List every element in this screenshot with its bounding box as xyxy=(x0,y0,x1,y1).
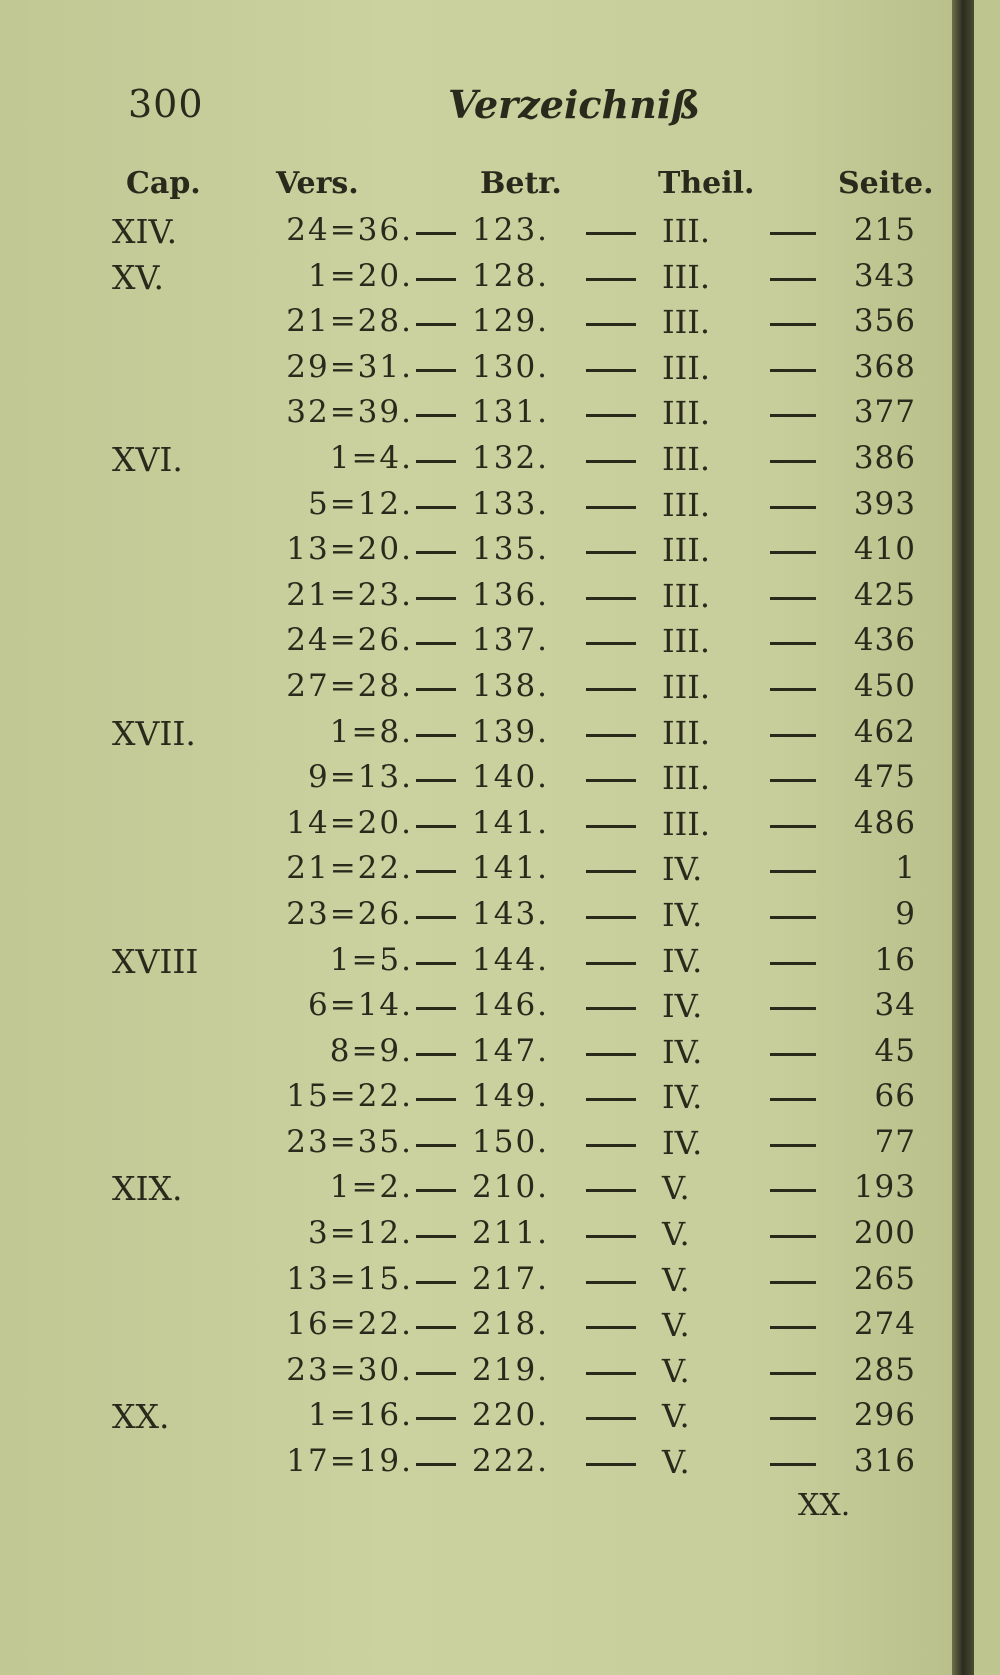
em-dash-separator xyxy=(416,460,456,463)
betr-cell: 135. xyxy=(472,531,550,568)
em-dash-separator xyxy=(586,1098,636,1101)
em-dash-separator xyxy=(770,734,816,737)
table-row xyxy=(0,531,968,577)
table-row xyxy=(0,668,968,714)
em-dash-separator xyxy=(416,1417,456,1420)
table-row xyxy=(0,622,968,668)
em-dash-separator xyxy=(586,278,636,281)
em-dash-separator xyxy=(416,597,456,600)
seite-cell: 274 xyxy=(853,1306,916,1343)
theil-cell: V. xyxy=(662,1169,690,1208)
vers-cell: 29=31. xyxy=(286,348,413,385)
em-dash-separator xyxy=(586,1189,636,1192)
em-dash-separator xyxy=(416,642,456,645)
em-dash-separator xyxy=(416,1189,456,1192)
theil-cell: V. xyxy=(662,1306,690,1345)
seite-cell: 1 xyxy=(895,850,916,887)
betr-cell: 219. xyxy=(472,1351,550,1388)
em-dash-separator xyxy=(586,688,636,691)
vers-cell: 14=20. xyxy=(286,804,413,841)
seite-cell: 265 xyxy=(853,1260,916,1297)
em-dash-separator xyxy=(770,962,816,965)
em-dash-separator xyxy=(770,278,816,281)
em-dash-separator xyxy=(770,1372,816,1375)
cap-cell: XVII. xyxy=(112,713,196,753)
table-row xyxy=(0,258,968,304)
em-dash-separator xyxy=(416,1144,456,1147)
em-dash-separator xyxy=(586,1463,636,1466)
em-dash-separator xyxy=(416,1053,456,1056)
em-dash-separator xyxy=(586,779,636,782)
column-headers xyxy=(0,166,968,206)
table-row xyxy=(0,1078,968,1124)
betr-cell: 140. xyxy=(472,759,550,796)
column-header-cap: Cap. xyxy=(126,166,201,201)
em-dash-separator xyxy=(770,870,816,873)
em-dash-separator xyxy=(416,1326,456,1329)
table-row xyxy=(0,349,968,395)
table-row xyxy=(0,805,968,851)
em-dash-separator xyxy=(416,278,456,281)
seite-cell: 16 xyxy=(874,941,916,978)
catchword: XX. xyxy=(798,1488,851,1523)
cap-cell: XVIII xyxy=(112,941,199,981)
em-dash-separator xyxy=(770,1144,816,1147)
em-dash-separator xyxy=(416,414,456,417)
theil-cell: III. xyxy=(662,212,711,250)
cap-cell: XIX. xyxy=(112,1169,183,1209)
em-dash-separator xyxy=(416,1007,456,1010)
seite-cell: 450 xyxy=(853,667,916,704)
vers-cell: 32=39. xyxy=(286,394,413,431)
em-dash-separator xyxy=(770,1235,816,1238)
betr-cell: 210. xyxy=(472,1169,550,1206)
theil-cell: IV. xyxy=(662,850,703,889)
em-dash-separator xyxy=(770,506,816,509)
betr-cell: 141. xyxy=(472,850,550,887)
em-dash-separator xyxy=(586,1326,636,1329)
seite-cell: 462 xyxy=(853,713,916,750)
em-dash-separator xyxy=(416,825,456,828)
table-row xyxy=(0,1352,968,1398)
betr-cell: 130. xyxy=(472,348,550,385)
vers-cell: 23=26. xyxy=(286,895,413,932)
seite-cell: 285 xyxy=(853,1351,916,1388)
em-dash-separator xyxy=(770,642,816,645)
theil-cell: IV. xyxy=(662,1032,703,1071)
betr-cell: 149. xyxy=(472,1078,550,1115)
em-dash-separator xyxy=(586,232,636,235)
em-dash-separator xyxy=(770,779,816,782)
seite-cell: 475 xyxy=(853,759,916,796)
theil-cell: III. xyxy=(662,622,711,661)
table-row xyxy=(0,1306,968,1352)
theil-cell: IV. xyxy=(662,1078,703,1117)
em-dash-separator xyxy=(586,1372,636,1375)
em-dash-separator xyxy=(586,1281,636,1284)
em-dash-separator xyxy=(770,414,816,417)
vers-cell: 1=16. xyxy=(308,1397,413,1434)
vers-cell: 9=13. xyxy=(308,759,413,796)
table-row xyxy=(0,850,968,896)
vers-cell: 17=19. xyxy=(286,1443,413,1480)
em-dash-separator xyxy=(770,1463,816,1466)
em-dash-separator xyxy=(416,916,456,919)
table-row xyxy=(0,942,968,988)
vers-cell: 16=22. xyxy=(286,1306,413,1343)
index-table xyxy=(0,212,968,1489)
table-row xyxy=(0,987,968,1033)
theil-cell: III. xyxy=(662,667,711,706)
theil-cell: III. xyxy=(662,531,711,570)
em-dash-separator xyxy=(770,460,816,463)
theil-cell: V. xyxy=(662,1397,690,1436)
vers-cell: 13=15. xyxy=(286,1260,413,1297)
em-dash-separator xyxy=(586,597,636,600)
theil-cell: III. xyxy=(662,439,711,478)
vers-cell: 1=4. xyxy=(329,439,413,476)
theil-cell: III. xyxy=(662,303,711,342)
em-dash-separator xyxy=(416,688,456,691)
theil-cell: III. xyxy=(662,485,711,524)
vers-cell: 1=2. xyxy=(329,1169,413,1206)
seite-cell: 436 xyxy=(853,622,916,659)
em-dash-separator xyxy=(586,870,636,873)
em-dash-separator xyxy=(416,734,456,737)
em-dash-separator xyxy=(586,1007,636,1010)
em-dash-separator xyxy=(770,1417,816,1420)
em-dash-separator xyxy=(586,1144,636,1147)
em-dash-separator xyxy=(416,870,456,873)
em-dash-separator xyxy=(586,642,636,645)
em-dash-separator xyxy=(770,1189,816,1192)
table-row xyxy=(0,1261,968,1307)
em-dash-separator xyxy=(770,688,816,691)
betr-cell: 220. xyxy=(472,1397,550,1434)
seite-cell: 215 xyxy=(853,212,916,248)
column-header-vers: Vers. xyxy=(276,166,359,201)
betr-cell: 211. xyxy=(472,1215,550,1252)
betr-cell: 143. xyxy=(472,895,550,932)
em-dash-separator xyxy=(770,597,816,600)
em-dash-separator xyxy=(416,232,456,235)
facing-page-edge xyxy=(974,0,1000,1675)
em-dash-separator xyxy=(416,1372,456,1375)
em-dash-separator xyxy=(416,369,456,372)
column-header-betr: Betr. xyxy=(480,166,562,201)
em-dash-separator xyxy=(770,323,816,326)
theil-cell: III. xyxy=(662,576,711,615)
theil-cell: V. xyxy=(662,1260,690,1299)
table-row xyxy=(0,1169,968,1215)
em-dash-separator xyxy=(586,1235,636,1238)
betr-cell: 150. xyxy=(472,1123,550,1160)
theil-cell: IV. xyxy=(662,941,703,980)
em-dash-separator xyxy=(586,551,636,554)
betr-cell: 144. xyxy=(472,941,550,978)
em-dash-separator xyxy=(416,506,456,509)
seite-cell: 356 xyxy=(853,303,916,340)
book-gutter xyxy=(952,0,974,1675)
seite-cell: 393 xyxy=(853,485,916,522)
betr-cell: 147. xyxy=(472,1032,550,1069)
seite-cell: 45 xyxy=(874,1032,916,1069)
em-dash-separator xyxy=(416,1281,456,1284)
vers-cell: 13=20. xyxy=(286,531,413,568)
em-dash-separator xyxy=(416,1235,456,1238)
em-dash-separator xyxy=(416,779,456,782)
running-title: Verzeichniß xyxy=(448,82,701,127)
table-row xyxy=(0,1443,968,1489)
em-dash-separator xyxy=(770,1281,816,1284)
betr-cell: 129. xyxy=(472,303,550,340)
cap-cell: XIV. xyxy=(112,212,178,251)
seite-cell: 316 xyxy=(853,1443,916,1480)
vers-cell: 21=23. xyxy=(286,576,413,613)
vers-cell: 8=9. xyxy=(329,1032,413,1069)
theil-cell: V. xyxy=(662,1443,690,1482)
page-header xyxy=(0,82,968,132)
em-dash-separator xyxy=(770,1326,816,1329)
column-header-seite: Seite. xyxy=(838,166,934,201)
seite-cell: 296 xyxy=(853,1397,916,1434)
table-row xyxy=(0,394,968,440)
em-dash-separator xyxy=(770,1007,816,1010)
em-dash-separator xyxy=(416,962,456,965)
cap-cell: XVI. xyxy=(112,439,183,479)
theil-cell: V. xyxy=(662,1351,690,1390)
table-row xyxy=(0,1124,968,1170)
seite-cell: 343 xyxy=(853,257,916,294)
em-dash-separator xyxy=(770,232,816,235)
betr-cell: 136. xyxy=(472,576,550,613)
vers-cell: 21=28. xyxy=(286,303,413,340)
em-dash-separator xyxy=(586,460,636,463)
table-row xyxy=(0,440,968,486)
em-dash-separator xyxy=(586,506,636,509)
betr-cell: 141. xyxy=(472,804,550,841)
betr-cell: 132. xyxy=(472,439,550,476)
vers-cell: 24=26. xyxy=(286,622,413,659)
seite-cell: 368 xyxy=(853,348,916,385)
theil-cell: IV. xyxy=(662,1123,703,1162)
seite-cell: 200 xyxy=(853,1215,916,1252)
vers-cell: 21=22. xyxy=(286,850,413,887)
em-dash-separator xyxy=(586,825,636,828)
em-dash-separator xyxy=(586,1053,636,1056)
em-dash-separator xyxy=(586,1417,636,1420)
theil-cell: V. xyxy=(662,1215,690,1254)
betr-cell: 139. xyxy=(472,713,550,750)
seite-cell: 77 xyxy=(874,1123,916,1160)
betr-cell: 138. xyxy=(472,667,550,704)
table-row xyxy=(0,577,968,623)
em-dash-separator xyxy=(770,551,816,554)
vers-cell: 1=8. xyxy=(329,713,413,750)
em-dash-separator xyxy=(770,916,816,919)
em-dash-separator xyxy=(586,369,636,372)
vers-cell: 6=14. xyxy=(308,987,413,1024)
betr-cell: 222. xyxy=(472,1443,550,1480)
em-dash-separator xyxy=(770,1098,816,1101)
vers-cell: 27=28. xyxy=(286,667,413,704)
theil-cell: III. xyxy=(662,257,711,296)
betr-cell: 131. xyxy=(472,394,550,431)
em-dash-separator xyxy=(770,825,816,828)
em-dash-separator xyxy=(770,1053,816,1056)
betr-cell: 133. xyxy=(472,485,550,522)
em-dash-separator xyxy=(586,916,636,919)
vers-cell: 3=12. xyxy=(308,1215,413,1252)
cap-cell: XX. xyxy=(112,1397,170,1437)
em-dash-separator xyxy=(416,323,456,326)
table-row xyxy=(0,212,968,258)
theil-cell: III. xyxy=(662,804,711,843)
seite-cell: 410 xyxy=(853,531,916,568)
seite-cell: 9 xyxy=(895,895,916,932)
cap-cell: XV. xyxy=(112,257,165,297)
table-row xyxy=(0,303,968,349)
theil-cell: III. xyxy=(662,759,711,798)
seite-cell: 386 xyxy=(853,439,916,476)
seite-cell: 486 xyxy=(853,804,916,841)
table-row xyxy=(0,1397,968,1443)
table-row xyxy=(0,1215,968,1261)
seite-cell: 193 xyxy=(853,1169,916,1206)
em-dash-separator xyxy=(416,551,456,554)
betr-cell: 218. xyxy=(472,1306,550,1343)
table-row xyxy=(0,896,968,942)
theil-cell: III. xyxy=(662,348,711,387)
page-number: 300 xyxy=(128,82,204,126)
vers-cell: 23=35. xyxy=(286,1123,413,1160)
betr-cell: 137. xyxy=(472,622,550,659)
em-dash-separator xyxy=(586,414,636,417)
theil-cell: IV. xyxy=(662,987,703,1026)
table-row xyxy=(0,1033,968,1079)
vers-cell: 15=22. xyxy=(286,1078,413,1115)
betr-cell: 123. xyxy=(472,212,550,248)
table-row xyxy=(0,486,968,532)
theil-cell: IV. xyxy=(662,895,703,934)
em-dash-separator xyxy=(416,1463,456,1466)
table-row xyxy=(0,759,968,805)
seite-cell: 34 xyxy=(874,987,916,1024)
betr-cell: 217. xyxy=(472,1260,550,1297)
vers-cell: 1=20. xyxy=(308,257,413,294)
table-row xyxy=(0,714,968,760)
seite-cell: 425 xyxy=(853,576,916,613)
betr-cell: 128. xyxy=(472,257,550,294)
betr-cell: 146. xyxy=(472,987,550,1024)
vers-cell: 23=30. xyxy=(286,1351,413,1388)
em-dash-separator xyxy=(416,1098,456,1101)
em-dash-separator xyxy=(586,734,636,737)
theil-cell: III. xyxy=(662,394,711,433)
vers-cell: 1=5. xyxy=(329,941,413,978)
vers-cell: 24=36. xyxy=(286,212,413,248)
vers-cell: 5=12. xyxy=(308,485,413,522)
em-dash-separator xyxy=(770,369,816,372)
em-dash-separator xyxy=(586,962,636,965)
column-header-theil: Theil. xyxy=(658,166,755,201)
em-dash-separator xyxy=(586,323,636,326)
theil-cell: III. xyxy=(662,713,711,752)
seite-cell: 377 xyxy=(853,394,916,431)
seite-cell: 66 xyxy=(874,1078,916,1115)
